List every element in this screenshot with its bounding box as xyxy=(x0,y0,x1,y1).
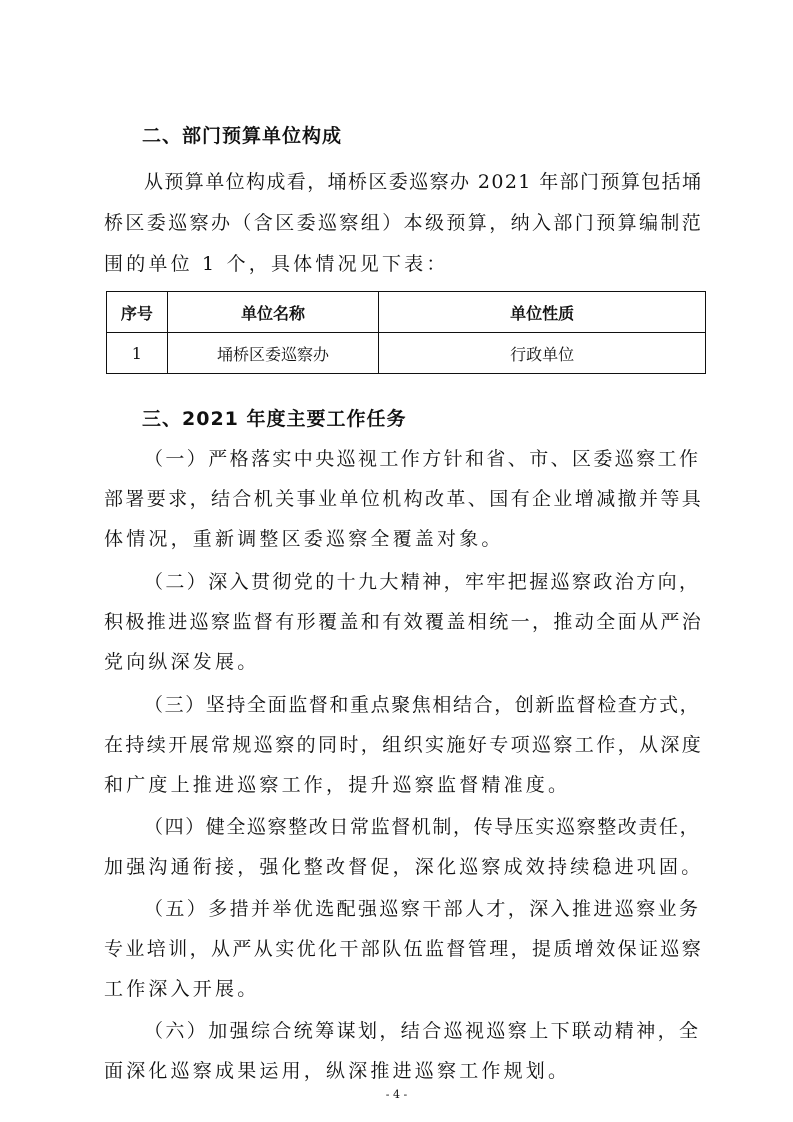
header-unit-type: 单位性质 xyxy=(379,292,706,333)
paragraph-line: （二）深入贯彻党的十九大精神，牢牢把握巡察政治方向， xyxy=(144,571,701,593)
paragraph-line: 从预算单位构成看，埇桥区委巡察办 2021 年部门预算包括埇 xyxy=(144,171,703,193)
cell-unit-name: 埇桥区委巡察办 xyxy=(167,333,379,374)
header-unit-name: 单位名称 xyxy=(167,292,379,333)
table-row xyxy=(107,333,706,374)
paragraph-line: 体情况，重新调整区委巡察全覆盖对象。 xyxy=(104,528,504,550)
paragraph-line: 和广度上推进巡察工作，提升巡察监督精准度。 xyxy=(104,774,571,796)
paragraph-line: 面深化巡察成果运用，纵深推进巡察工作规划。 xyxy=(104,1060,571,1082)
paragraph-line: 在持续开展常规巡察的同时，组织实施好专项巡察工作，从深度 xyxy=(104,734,704,756)
paragraph-line: （三）坚持全面监督和重点聚焦相结合，创新监督检查方式， xyxy=(144,694,701,716)
paragraph-line: （六）加强综合统筹谋划，结合巡视巡察上下联动精神，全 xyxy=(144,1020,701,1042)
paragraph-line: 专业培训，从严从实优化干部队伍监督管理，提质增效保证巡察 xyxy=(104,938,704,960)
header-index: 序号 xyxy=(107,292,168,333)
paragraph-line: （四）健全巡察整改日常监督机制，传导压实巡察整改责任， xyxy=(144,816,701,838)
cell-index: 1 xyxy=(107,333,168,374)
table-header-row xyxy=(107,292,706,333)
section-heading-2021-tasks: 三、2021 年度主要工作任务 xyxy=(142,408,407,430)
paragraph-line: 桥区委巡察办（含区委巡察组）本级预算，纳入部门预算编制范 xyxy=(104,212,704,234)
paragraph-line: 党向纵深发展。 xyxy=(104,651,260,673)
paragraph-line: 工作深入开展。 xyxy=(104,978,260,1000)
paragraph-line: 围的单位 1 个，具体情况见下表： xyxy=(104,253,449,275)
cell-unit-type: 行政单位 xyxy=(379,333,706,374)
section-heading-budget-units: 二、部门预算单位构成 xyxy=(142,125,343,147)
paragraph-line: 积极推进巡察监督有形覆盖和有效覆盖相统一，推动全面从严治 xyxy=(104,611,704,633)
paragraph-line: 加强沟通衔接，强化整改督促，深化巡察成效持续稳进巩固。 xyxy=(104,856,704,878)
paragraph-line: （五）多措并举优选配强巡察干部人才，深入推进巡察业务 xyxy=(144,898,701,920)
paragraph-line: 部署要求，结合机关事业单位机构改革、国有企业增减撤并等具 xyxy=(104,488,704,510)
budget-units-table xyxy=(106,291,706,374)
page-number: - 4 - xyxy=(385,1088,408,1101)
paragraph-line: （一）严格落实中央巡视工作方针和省、市、区委巡察工作 xyxy=(144,448,701,470)
